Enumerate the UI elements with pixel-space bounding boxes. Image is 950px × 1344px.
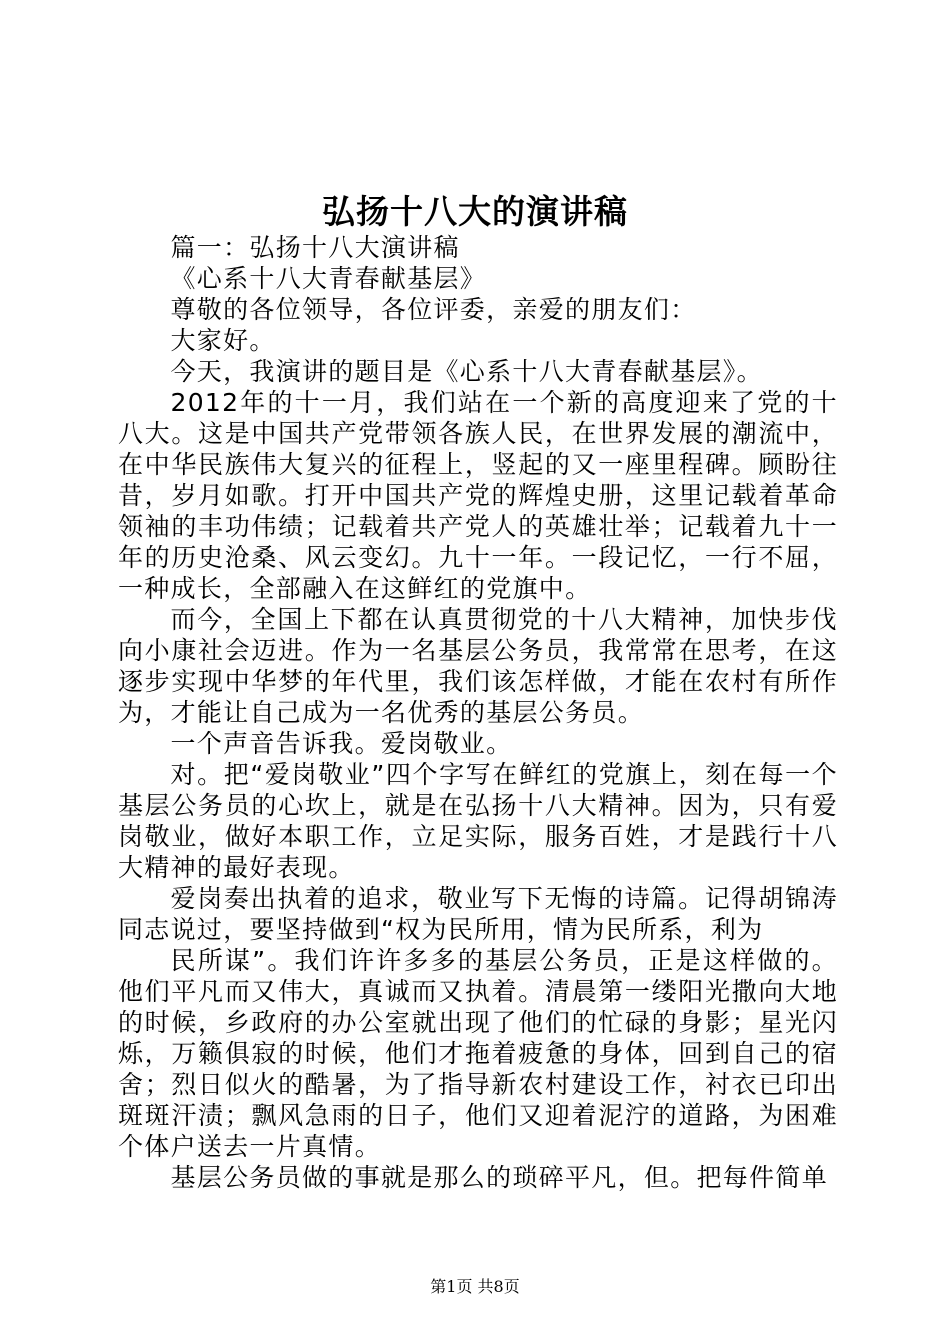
- paragraph: 《心系十八大青春献基层》: [170, 264, 487, 293]
- paragraph: 尊敬的各位领导，各位评委，亲爱的朋友们：: [170, 295, 697, 324]
- paragraph: 对。把“爱岗敬业”四个字写在鲜红的党旗上，刻在每一个基层公务员的心坎上，就是在弘扬十八大精神。因为，只有爱岗敬业，做好本职工作，立足实际，服务百姓，才是践行十八大精神的最好表现。: [118, 760, 838, 882]
- paragraph: 篇一：弘扬十八大演讲稿: [170, 233, 460, 262]
- paragraph: 一个声音告诉我。爱岗敬业。: [170, 729, 513, 758]
- paragraph: 基层公务员做的事就是那么的琐碎平凡，但。把每件简单: [170, 1163, 829, 1192]
- paragraph: 爱岗奏出执着的追求，敬业写下无悔的诗篇。记得胡锦涛同志说过，要坚持做到“权为民所用，情为民所系，利为: [118, 884, 838, 944]
- page-footer: 第1页 共8页: [430, 1277, 520, 1296]
- document-body: [118, 232, 838, 1193]
- document-title: 弘扬十八大的演讲稿: [322, 192, 628, 231]
- paragraph: 今天，我演讲的题目是《心系十八大青春献基层》。: [170, 357, 763, 386]
- paragraph: 2012年的十一月，我们站在一个新的高度迎来了党的十八大。这是中国共产党带领各族人民，在世界发展的潮流中，在中华民族伟大复兴的征程上，竖起的又一座里程碑。顾盼往昔，岁月如歌。打开中国共产党的辉煌史册，这里记载着革命领袖的丰功伟绩；记载着共产党人的英雄壮举；记载着九十一年的历史沧桑、风云变幻。九十一年。一段记忆，一行不屈，一种成长，全部融入在这鲜红的党旗中。: [118, 388, 838, 603]
- paragraph: 民所谋”。我们许许多多的基层公务员，正是这样做的。他们平凡而又伟大，真诚而又执着。清晨第一缕阳光撒向大地的时候，乡政府的办公室就出现了他们的忙碌的身影；星光闪烁，万籁俱寂的时候，他们才拖着疲惫的身体，回到自己的宿舍；烈日似火的酷暑，为了指导新农村建设工作，衬衣已印出斑斑汗渍；飘风急雨的日子，他们又迎着泥泞的道路，为困难个体户送去一片真情。: [118, 946, 838, 1161]
- paragraph: 而今，全国上下都在认真贯彻党的十八大精神，加快步伐向小康社会迈进。作为一名基层公务员，我常常在思考，在这逐步实现中华梦的年代里，我们该怎样做，才能在农村有所作为，才能让自己成为一名优秀的基层公务员。: [118, 605, 838, 727]
- paragraph: 大家好。: [170, 326, 276, 355]
